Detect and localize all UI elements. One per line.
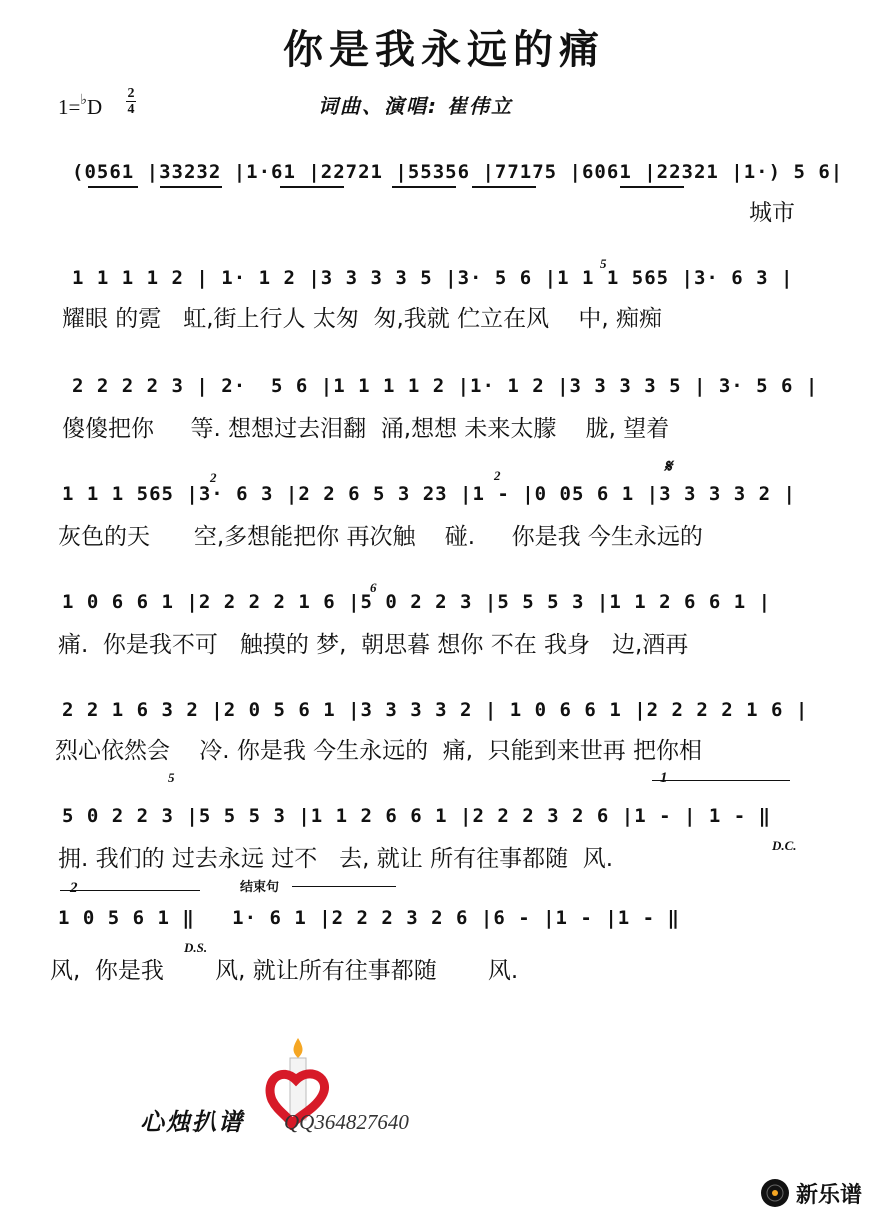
notation-row: 2 2 1 6 3 2 |2 0 5 6 1 |3 3 3 3 2 | 1 0 6 6 1 |2 2 2 2 1 6 | [62,699,809,721]
rhythm-beam [160,186,222,188]
lyrics-row: 灰色的天 空,多想能把你 再次触 碰. 你是我 今生永远的 [58,524,703,550]
lyrics-row: 风, 你是我 风, 就让所有往事都随 风. [50,958,519,984]
notation-row: 1 0 5 6 1 ‖ 1· 6 1 |2 2 2 3 2 6 |6 - |1 - |1 - ‖ [58,907,680,929]
key-note: D [86,95,103,119]
credits: 词曲、演唱: 崔伟立 [318,94,513,118]
time-signature [126,86,136,117]
small-number: 2 [210,470,217,485]
notation-row: 1 1 1 565 |3· 6 3 |2 2 6 5 3 23 |1 - |0 05 6 1 |3 3 3 3 2 | [62,483,796,505]
ending-bracket [292,886,396,887]
volta-2-label: 2 [70,880,78,896]
time-signature-top: 2 [127,86,135,101]
segno-sign: 𝄋 [664,456,672,476]
volta-2-bracket [60,890,200,891]
volta-1-bracket [652,780,790,781]
vinyl-icon [760,1178,790,1208]
key-prefix: 1= [58,95,81,119]
lyrics-row: 烈心依然会 冷. 你是我 今生永远的 痛, 只能到来世再 把你相 [55,738,703,764]
small-number: 6 [370,580,377,595]
flat-sign: ♭ [80,93,87,108]
notation-row: 1 1 1 1 2 | 1· 1 2 |3 3 3 3 5 |3· 5 6 |1 1 1 565 |3· 6 3 | [72,267,794,289]
time-signature-bottom: 4 [127,102,135,117]
ending-label: 结束句 [240,879,280,894]
notation-row: 1 0 6 6 1 |2 2 2 2 1 6 |5 0 2 2 3 |5 5 5 3 |1 1 2 6 6 1 | [62,591,772,613]
volta-1-label: 1 [660,770,668,786]
rhythm-beam [620,186,684,188]
small-number: 2 [494,468,501,483]
lyrics-row: 拥. 我们的 过去永远 过不 去, 就让 所有往事都随 风. [58,846,614,872]
dc-marker: D.C. [772,838,797,853]
lyrics-row: 城市 [749,200,795,226]
rhythm-beam [392,186,456,188]
small-number: 5 [168,770,175,785]
rhythm-beam [88,186,138,188]
qq-number: QQ364827640 [284,1110,409,1134]
song-title: 你是我永远的痛 [283,26,605,73]
brand [760,1175,862,1211]
lyrics-row: 傻傻把你 等. 想想过去泪翻 涌,想想 未来太朦 胧, 望着 [62,416,670,442]
small-number: 5 [600,256,607,271]
notation-row: 2 2 2 2 3 | 2· 5 6 |1 1 1 1 2 |1· 1 2 |3 3 3 3 5 | 3· 5 6 | [72,375,819,397]
lyrics-row: 痛. 你是我不可 触摸的 梦, 朝思暮 想你 不在 我身 边,酒再 [58,632,689,658]
brand-name: 新乐谱 [796,1182,863,1208]
ds-marker: D.S. [184,940,208,955]
lyrics-row: 耀眼 的霓 虹,街上行人 太匆 匆,我就 伫立在风 中, 痴痴 [62,306,662,332]
key-signature [58,92,102,120]
transcriber-signature: 心烛扒谱 [140,1108,244,1136]
rhythm-beam [280,186,344,188]
notation-row: 5 0 2 2 3 |5 5 5 3 |1 1 2 6 6 1 |2 2 2 3 2 6 |1 - | 1 - ‖ [62,805,772,827]
rhythm-beam [472,186,536,188]
notation-row: (0561 |33232 |1·61 |22721 |55356 |77175 |6061 |22321 |1·) 5 6| [72,161,844,183]
